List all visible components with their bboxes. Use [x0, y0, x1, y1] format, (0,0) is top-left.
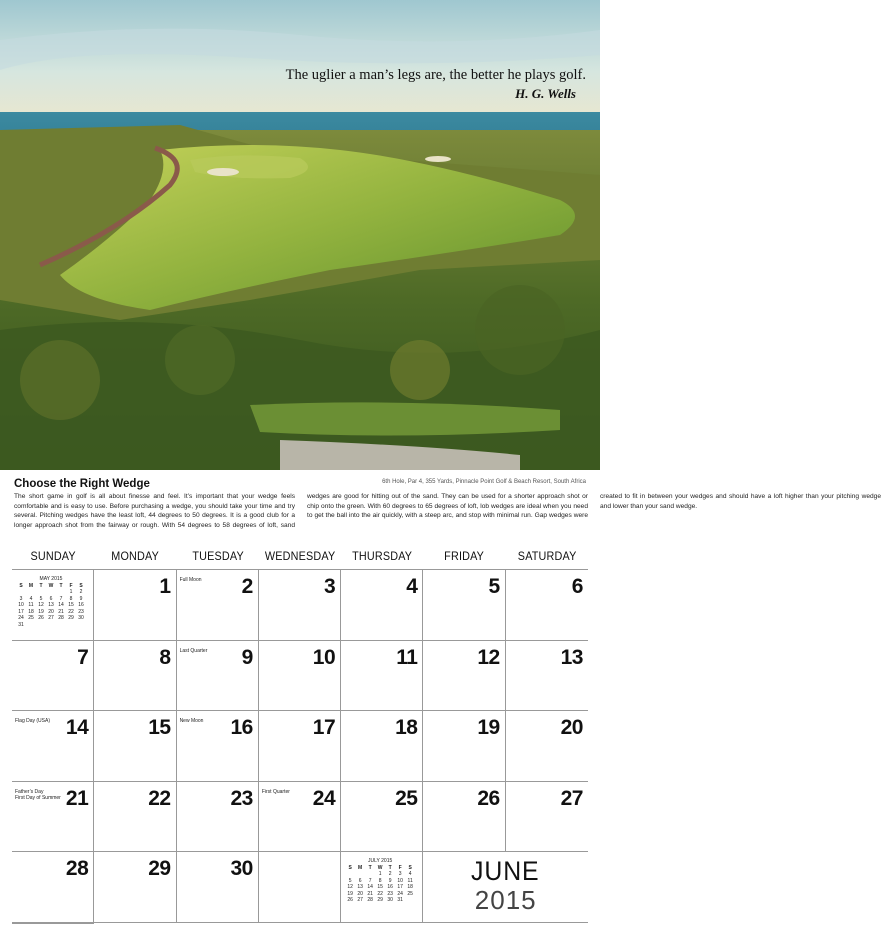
- day-cell-12: [423, 641, 505, 712]
- mini-calendar-day: 4: [408, 871, 412, 877]
- mini-calendar-day: 14: [367, 884, 373, 890]
- weekday-saturday: SATURDAY: [517, 549, 577, 563]
- day-note: Full Moon: [179, 577, 202, 583]
- mini-calendar-day: 17: [397, 884, 403, 890]
- day-cell-6: [506, 570, 588, 641]
- mini-calendar-day: 8: [69, 595, 73, 602]
- day-number: 6: [571, 575, 583, 598]
- mini-calendar-day: 22: [68, 608, 74, 615]
- day-cell-17: [259, 711, 341, 782]
- mini-calendar-day: 26: [38, 615, 44, 621]
- day-cell-13: [506, 641, 588, 712]
- mini-calendar-header: T: [39, 582, 43, 589]
- mini-calendar-day: 18: [407, 884, 413, 890]
- mini-calendar-header: T: [59, 582, 63, 589]
- mini-calendar-day: 30: [78, 615, 84, 621]
- day-number: 9: [241, 645, 253, 669]
- mini-calendar-header: F: [69, 582, 73, 589]
- day-number: 14: [65, 716, 89, 739]
- day-number: 24: [312, 786, 336, 810]
- mini-calendar-day: 8: [378, 877, 382, 884]
- mini-calendar-day: 9: [388, 877, 392, 884]
- day-cell-9: [177, 641, 259, 712]
- mini-calendar-header: M: [28, 582, 34, 589]
- day-cell-23: [177, 782, 259, 853]
- day-cell-24: [259, 782, 341, 853]
- mini-calendar-cell: [341, 852, 423, 923]
- mini-calendar-day: 16: [78, 602, 84, 608]
- mini-calendar-header: W: [48, 582, 54, 589]
- mini-calendar-day: 20: [357, 890, 363, 897]
- day-cell-1: [94, 570, 176, 641]
- mini-calendar-day: 11: [407, 877, 413, 884]
- day-number: 15: [148, 716, 171, 739]
- mini-calendar-day: 5: [348, 877, 352, 884]
- day-note: New Moon: [179, 718, 204, 724]
- day-number: 13: [560, 645, 583, 669]
- day-cell-2: [177, 570, 259, 641]
- mini-calendar-grid: [16, 583, 86, 629]
- mini-calendar-day: 19: [38, 608, 44, 615]
- mini-calendar-grid: [345, 865, 415, 904]
- mini-calendar-header: F: [398, 864, 402, 871]
- mini-calendar-day: 1: [69, 589, 73, 595]
- mini-calendar-day: 17: [18, 608, 24, 615]
- day-cell-16: [177, 711, 259, 782]
- quote-author: H. G. Wells: [515, 86, 576, 101]
- weekday-friday: FRIDAY: [444, 549, 485, 563]
- day-number: 10: [312, 645, 336, 669]
- day-cell-25: [341, 782, 423, 853]
- mini-calendar-header: T: [388, 864, 392, 871]
- mini-calendar-day: 6: [49, 595, 53, 602]
- mini-calendar-day: 16: [387, 884, 393, 890]
- mini-calendar-day: 24: [397, 890, 403, 897]
- mini-calendar-day: 23: [387, 890, 393, 897]
- day-number: 5: [488, 575, 500, 598]
- mini-calendar-day: 21: [367, 890, 373, 897]
- mini-calendar-day: 10: [18, 602, 24, 608]
- day-cell-21: [12, 782, 94, 853]
- day-cell-14: [12, 711, 94, 782]
- mini-calendar-header: S: [19, 582, 23, 589]
- day-cell-18: [341, 711, 423, 782]
- empty-cell: [12, 923, 94, 924]
- mini-calendar-july: [345, 858, 415, 904]
- empty-cell: [259, 852, 341, 923]
- mini-calendar-day: 18: [28, 608, 34, 615]
- mini-calendar-day: 7: [368, 877, 372, 884]
- mini-calendar-day: 7: [59, 595, 63, 602]
- mini-calendar-day: 21: [58, 608, 64, 615]
- mini-calendar-day: 12: [347, 884, 353, 890]
- mini-calendar-day: 24: [18, 615, 24, 621]
- mini-calendar-day: 2: [388, 871, 392, 877]
- mini-calendar-day: 31: [397, 897, 403, 903]
- photo-caption: 6th Hole, Par 4, 355 Yards, Pinnacle Point Golf & Beach Resort, South Africa: [382, 479, 586, 485]
- day-cell-26: [423, 782, 505, 853]
- mini-calendar-day: 27: [357, 897, 363, 903]
- mini-calendar-day: 11: [28, 602, 34, 608]
- day-cell-5: [423, 570, 505, 641]
- mini-calendar-header: S: [348, 864, 352, 871]
- weekday-thursday: THURSDAY: [352, 549, 413, 563]
- day-cell-30: [177, 852, 259, 923]
- mini-calendar-day: 12: [38, 602, 44, 608]
- mini-calendar-day: 30: [387, 897, 393, 903]
- mini-calendar-day: 13: [357, 884, 363, 890]
- weekday-sunday: SUNDAY: [30, 549, 76, 563]
- mini-calendar-day: 28: [58, 615, 64, 621]
- mini-calendar-day: 19: [347, 890, 353, 897]
- weekday-tuesday: TUESDAY: [191, 549, 244, 563]
- mini-calendar-day: 29: [68, 615, 74, 621]
- day-number: 4: [406, 575, 418, 598]
- day-cell-19: [423, 711, 505, 782]
- mini-calendar-day: 14: [58, 602, 64, 608]
- mini-calendar-day: 3: [19, 595, 23, 602]
- mini-calendar-header: S: [79, 582, 83, 589]
- mini-calendar-day: 5: [39, 595, 43, 602]
- mini-calendar-day: 26: [347, 897, 353, 903]
- day-cell-3: [259, 570, 341, 641]
- day-note: First Quarter: [261, 788, 290, 795]
- mini-calendar-title: MAY 2015: [39, 576, 63, 582]
- day-number: 19: [477, 716, 500, 739]
- day-number: 21: [65, 786, 89, 810]
- day-number: 20: [560, 716, 583, 739]
- calendar: [12, 543, 588, 924]
- day-cell-8: [94, 641, 176, 712]
- day-number: 11: [396, 645, 418, 669]
- article: [14, 477, 881, 532]
- mini-calendar-title: JULY 2015: [368, 858, 393, 864]
- day-cell-4: [341, 570, 423, 641]
- weekday-wednesday: WEDNESDAY: [264, 549, 336, 563]
- day-number: 8: [159, 645, 171, 669]
- article-title: Choose the Right Wedge: [14, 478, 150, 490]
- mini-calendar-day: 6: [358, 877, 362, 884]
- day-number: 26: [477, 786, 500, 810]
- day-cell-29: [94, 852, 176, 923]
- mini-calendar-day: 28: [367, 897, 373, 903]
- golf-course-photo: [0, 0, 600, 470]
- mini-calendar-day: 29: [377, 897, 383, 903]
- mini-calendar-day: 1: [378, 871, 382, 877]
- month-name: JUNE: [471, 856, 540, 886]
- mini-calendar-day: 10: [397, 877, 403, 884]
- mini-calendar-day: 20: [48, 608, 54, 615]
- day-cell-10: [259, 641, 341, 712]
- quote-text: The uglier a man’s legs are, the better he plays golf.: [285, 67, 586, 83]
- mini-calendar-day: 2: [79, 589, 83, 595]
- day-number: 12: [477, 645, 500, 669]
- day-number: 17: [312, 716, 336, 739]
- day-number: 29: [148, 857, 171, 880]
- day-cell-28: [12, 852, 94, 923]
- day-cell-27: [506, 782, 588, 853]
- day-number: 7: [77, 645, 89, 669]
- mini-calendar-day: 3: [398, 871, 402, 877]
- mini-calendar-day: 15: [377, 884, 383, 890]
- calendar-grid: [12, 569, 588, 924]
- mini-calendar-day: 9: [79, 595, 83, 602]
- day-number: 2: [241, 575, 253, 598]
- mini-calendar-may: [16, 576, 86, 628]
- month-label-cell: [423, 852, 588, 923]
- day-cell-20: [506, 711, 588, 782]
- day-cell-11: [341, 641, 423, 712]
- day-number: 16: [230, 716, 253, 739]
- mini-calendar-day: 25: [28, 615, 34, 621]
- weekday-monday: MONDAY: [111, 549, 160, 563]
- mini-calendar-day: 22: [377, 890, 383, 897]
- day-cell-22: [94, 782, 176, 853]
- quote-block: [166, 66, 586, 102]
- mini-calendar-header: T: [368, 864, 372, 871]
- year-name: 2015: [474, 885, 537, 915]
- day-note: Father’s Day First Day of Summer: [15, 788, 61, 801]
- mini-calendar-header: M: [358, 864, 363, 871]
- mini-calendar-day: 27: [48, 615, 54, 621]
- mini-calendar-day: 15: [68, 602, 74, 608]
- mini-calendar-day: 31: [18, 621, 24, 628]
- day-number: 28: [65, 857, 89, 880]
- day-number: 22: [148, 786, 171, 810]
- mini-calendar-day: 25: [407, 890, 413, 897]
- day-number: 3: [323, 575, 336, 598]
- day-cell-15: [94, 711, 176, 782]
- day-number: 18: [395, 716, 418, 739]
- day-number: 1: [159, 575, 171, 598]
- weekday-header: [12, 543, 588, 569]
- day-number: 25: [395, 786, 418, 810]
- day-number: 30: [230, 857, 253, 880]
- day-number: 23: [230, 786, 253, 810]
- day-cell-7: [12, 641, 94, 712]
- article-body: The short game in golf is all about finesse and feel. It’s important that your wedge feels comfortable and is easy to use. Before purchasing a wedge, you should take your time and try several. Pitching wedges have the least loft, 44 degrees to 50 degrees. It is a good club for a longer approach shot from the fairway or rough. With 54 degrees to 58 degrees of loft, sand wedges are good for hitting out of the sand. They can be used for a shorter approach shot or chip onto the green. With 60 degrees to 65 degrees of loft, lob wedges are ideal when you need to get the ball into the air quickly, with a steep arc, and stop with minimal run. Gap wedges were created to fit in between your wedges and should have a loft higher than your pitching wedge and lower than your sand wedge.: [14, 493, 881, 529]
- day-note: Flag Day (USA): [15, 718, 51, 724]
- mini-calendar-day: 23: [78, 608, 84, 615]
- day-number: 27: [560, 786, 583, 810]
- mini-calendar-day: 4: [29, 595, 33, 602]
- mini-calendar-cell: [12, 570, 94, 641]
- mini-calendar-header: W: [377, 864, 383, 871]
- mini-calendar-day: 13: [48, 602, 54, 608]
- day-note: Last Quarter: [179, 647, 208, 654]
- mini-calendar-header: S: [408, 864, 412, 871]
